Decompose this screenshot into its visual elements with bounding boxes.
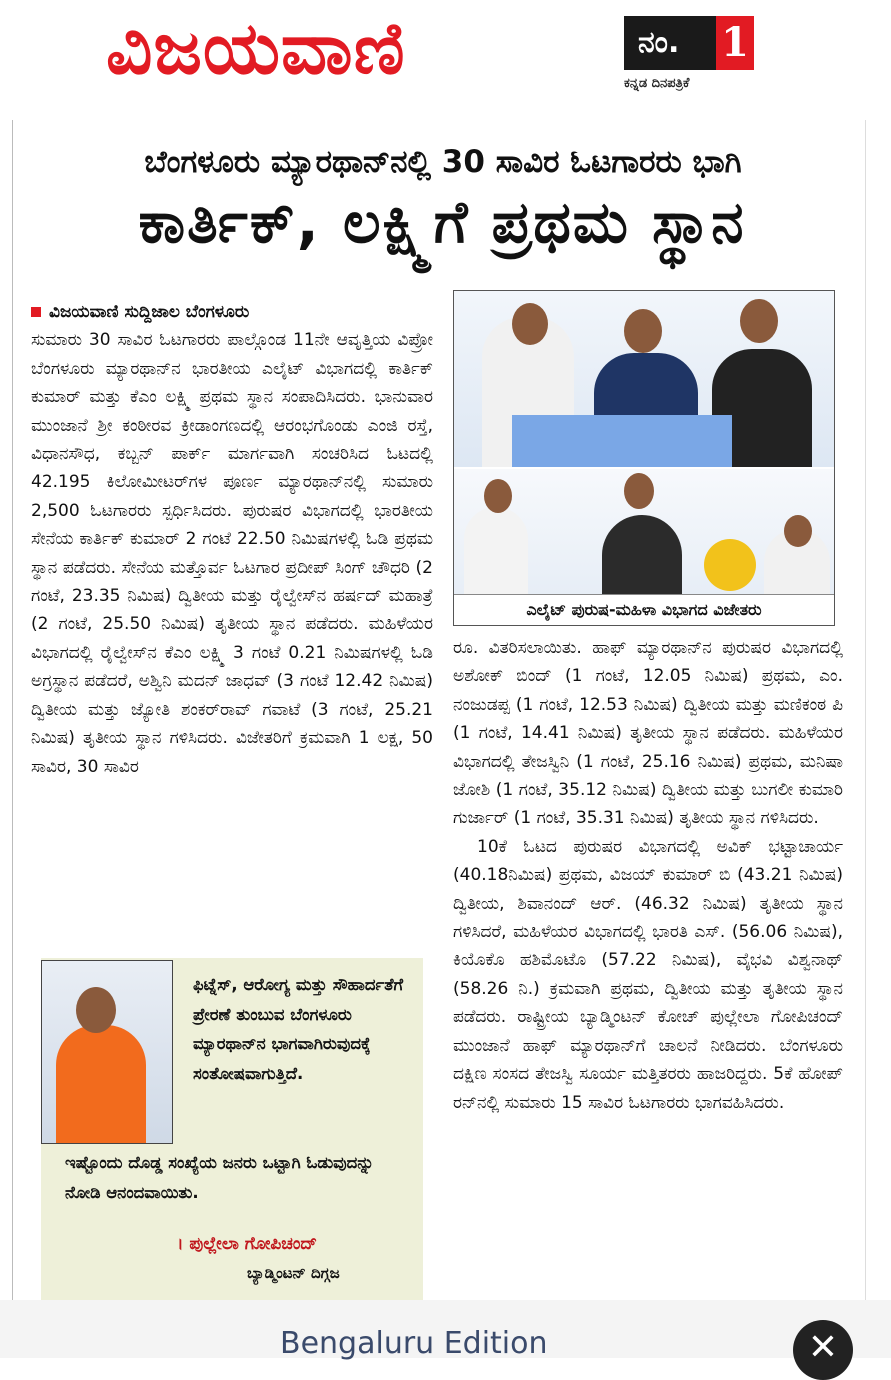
quote-text-continued: ಇಷ್ಟೊಂದು ದೊಡ್ಡ ಸಂಖ್ಯೆಯ ಜನರು ಒಟ್ಟಾಗಿ ಓಡುವುದನ್ನು ನೋಡಿ ಆನಂದವಾಯಿತು.: [65, 1153, 374, 1202]
men-winners-photo: [454, 291, 834, 467]
article-body-right-10k: 10ಕೆ ಓಟದ ಪುರುಷರ ವಿಭಾಗದಲ್ಲಿ ಅವಿಕ್ ಭಟ್ಟಾಚಾರ್ಯ (40.18ನಿಮಿಷ) ಪ್ರಥಮ, ವಿಜಯ್ ಕುಮಾರ್ ಬಿ (43.21 ನಿಮಿಷ) ದ್ವಿತೀಯ, ಶಿವಾನಂದ್ ಆರ್. (46.32 ನಿಮಿಷ) ತೃತೀಯ ಸ್ಥಾನ ಗಳಿಸಿದರೆ, ಮಹಿಳೆಯರ ವಿಭಾಗದಲ್ಲಿ ಭಾರತಿ ಎಸ್. (56.06 ನಿಮಿಷ), ಕಿಯೊಕೊ ಹಶಿಮೊಟೊ (57.22 ನಿಮಿಷ), ವೈಭವಿ ವಿಶ್ವನಾಥ್ (58.26 ನಿ.) ಕ್ರಮವಾಗಿ ಪ್ರಥಮ, ದ್ವಿತೀಯ ಮತ್ತು ತೃತೀಯ ಸ್ಥಾನ ಪಡೆದರು. ರಾಷ್ಟ್ರೀಯ ಬ್ಯಾಡ್ಮಿಂಟನ್ ಕೋಚ್ ಪುಲ್ಲೇಲಾ ಗೋಪಿಚಂದ್ ಮುಂಜಾನೆ ಹಾಫ್ ಮ್ಯಾರಥಾನ್‌ಗೆ ಚಾಲನೆ ನೀಡಿದರು. ಬೆಂಗಳೂರು ದಕ್ಷಿಣ ಸಂಸದ ತೇಜಸ್ವಿ ಸೂರ್ಯ ಮತ್ತಿತರರು ಹಾಜರಿದ್ದರು. 5ಕೆ ಹೋಪ್ ರನ್‌ನಲ್ಲಿ ಸುಮಾರು 15 ಸಾವಿರ ಓಟಗಾರರು ಭಾಗವಹಿಸಿದರು.: [453, 836, 843, 1113]
quote-author-role: ಬ್ಯಾಡ್ಮಿಂಟನ್ ದಿಗ್ಗಜ: [247, 1264, 340, 1282]
byline-text: ವಿಜಯವಾಣಿ ಸುದ್ದಿಜಾಲ ಬೆಂಗಳೂರು: [49, 302, 250, 322]
runner-head: [784, 515, 812, 547]
quote-author: । ಪುಲ್ಲೇಲಾ ಗೋಪಿಚಂದ್: [177, 1234, 317, 1254]
runner-head: [484, 479, 512, 513]
newspaper-page[interactable]: [12, 120, 866, 1302]
person-figure: [56, 1025, 146, 1143]
masthead: [0, 0, 891, 118]
article-kicker: ಬೆಂಗಳೂರು ಮ್ಯಾರಥಾನ್‌ನಲ್ಲಿ 30 ಸಾವಿರ ಓಟಗಾರರು ಭಾಗಿ: [144, 144, 742, 180]
article-headline: ಕಾರ್ತಿಕ್, ಲಕ್ಷ್ಮಿಗೆ ಪ್ರಥಮ ಸ್ಥಾನ: [138, 188, 746, 256]
badge-number: 1: [716, 16, 754, 70]
tagline: ಕನ್ನಡ ದಿನಪತ್ರಿಕೆ: [624, 76, 690, 91]
runner-head: [740, 299, 778, 343]
runner-head: [624, 309, 662, 353]
number-one-badge: [624, 16, 754, 70]
edition-label: Bengaluru Edition: [280, 1326, 548, 1361]
winner-banner: [512, 415, 732, 467]
runner-head: [624, 473, 654, 509]
sponsor-logo-icon: [704, 539, 756, 591]
winners-photo: [453, 290, 835, 626]
newspaper-logo: ವಿಜಯವಾಣಿ: [106, 6, 406, 90]
byline: [31, 298, 433, 326]
quote-box: [41, 958, 423, 1302]
gopichand-photo: [41, 960, 173, 1144]
article-right-column: [453, 634, 843, 1117]
quote-text: ಫಿಟ್ನೆಸ್, ಆರೋಗ್ಯ ಮತ್ತು ಸೌಹಾರ್ದತೆಗೆ ಪ್ರೇರಣೆ ತುಂಬುವ ಬೆಂಗಳೂರು ಮ್ಯಾರಥಾನ್‌ನ ಭಾಗವಾಗಿರುವುದಕ್ಕೆ ಸಂತೋಷವಾಗುತ್ತಿದೆ.: [193, 975, 404, 1083]
photo-caption: ಎಲೈಟ್ ಪುರುಷ-ಮಹಿಳಾ ವಿಭಾಗದ ವಿಜೇತರು: [454, 594, 834, 625]
article-left-column: [31, 298, 433, 781]
edition-bar: [0, 1300, 891, 1368]
article-body-left: ಸುಮಾರು 30 ಸಾವಿರ ಓಟಗಾರರು ಪಾಲ್ಗೊಂಡ 11ನೇ ಆವೃತ್ತಿಯ ವಿಪ್ರೋ ಬೆಂಗಳೂರು ಮ್ಯಾರಥಾನ್‌ನ ಭಾರತೀಯ ಎಲೈಟ್ ವಿಭಾಗದಲ್ಲಿ ಕಾರ್ತಿಕ್ ಕುಮಾರ್ ಮತ್ತು ಕೆಎಂ ಲಕ್ಷ್ಮಿ ಪ್ರಥಮ ಸ್ಥಾನ ಸಂಪಾದಿಸಿದರು. ಭಾನುವಾರ ಮುಂಜಾನೆ ಶ್ರೀ ಕಂಠೀರವ ಕ್ರೀಡಾಂಗಣದಲ್ಲಿ ಆರಂಭಗೊಂಡು ಎಂಜಿ ರಸ್ತೆ, ವಿಧಾನಸೌಧ, ಕಬ್ಬನ್ ಪಾರ್ಕ್ ಮಾರ್ಗವಾಗಿ ಸಂಚರಿಸಿದ ಓಟದಲ್ಲಿ 42.195 ಕಿಲೋಮೀಟರ್‌ಗಳ ಪೂರ್ಣ ಮ್ಯಾರಥಾನ್‌ನಲ್ಲಿ ಸುಮಾರು 2,500 ಓಟಗಾರರು ಸ್ಪರ್ಧಿಸಿದರು. ಪುರುಷರ ವಿಭಾಗದಲ್ಲಿ ಭಾರತೀಯ ಸೇನೆಯ ಕಾರ್ತಿಕ್ ಕುಮಾರ್ 2 ಗಂಟೆ 22.50 ನಿಮಿಷಗಳಲ್ಲಿ ಓಡಿ ಪ್ರಥಮ ಸ್ಥಾನ ಪಡೆದರು. ಸೇನೆಯ ಮತ್ತೊರ್ವ ಓಟಗಾರ ಪ್ರದೀಪ್ ಸಿಂಗ್ ಚೌಧರಿ (2 ಗಂಟೆ, 23.35 ನಿಮಿಷ) ದ್ವಿತೀಯ ಮತ್ತು ರೈಲ್ವೇಸ್‌ನ ಹರ್ಷದ್ ಮಹಾತ್ರೆ (2 ಗಂಟೆ, 25.50 ನಿಮಿಷ) ತೃತೀಯ ಸ್ಥಾನ ಪಡೆದರು. ಮಹಿಳೆಯರ ವಿಭಾಗದಲ್ಲಿ ರೈಲ್ವೇಸ್‌ನ ಕೆಎಂ ಲಕ್ಷ್ಮಿ 3 ಗಂಟೆ 0.21 ನಿಮಿಷಗಳಲ್ಲಿ ಓಡಿ ಅಗ್ರಸ್ಥಾನ ಪಡೆದರೆ, ಅಶ್ವಿನಿ ಮದನ್ ಜಾಧವ್ (3 ಗಂಟೆ 12.42 ನಿಮಿಷ) ದ್ವಿತೀಯ ಮತ್ತು ಜ್ಯೋತಿ ಶಂಕರ್‌ರಾವ್ ಗವಾಟೆ (3 ಗಂಟೆ, 25.21 ನಿಮಿಷ) ತೃತೀಯ ಸ್ಥಾನ ಗಳಿಸಿದರು. ವಿಜೇತರಿಗೆ ಕ್ರಮವಾಗಿ 1 ಲಕ್ಷ, 50 ಸಾವಿರ, 30 ಸಾವಿರ: [31, 330, 433, 777]
square-bullet-icon: [31, 307, 41, 317]
close-icon: ✕: [807, 1327, 839, 1368]
person-head: [76, 987, 116, 1033]
runner-head: [512, 303, 548, 345]
badge-text: ನಂ.: [638, 25, 680, 60]
close-button[interactable]: [793, 1320, 853, 1380]
article-body-right: ರೂ. ವಿತರಿಸಲಾಯಿತು. ಹಾಫ್ ಮ್ಯಾರಥಾನ್‌ನ ಪುರುಷರ ವಿಭಾಗದಲ್ಲಿ ಅಶೋಕ್ ಬಿಂದ್ (1 ಗಂಟೆ, 12.05 ನಿಮಿಷ) ಪ್ರಥಮ, ಎಂ. ನಂಜುಡಪ್ಪ (1 ಗಂಟೆ, 12.53 ನಿಮಿಷ) ದ್ವಿತೀಯ ಮತ್ತು ಮಣಿಕಂಠ ಪಿ (1 ಗಂಟೆ, 14.41 ನಿಮಿಷ) ತೃತೀಯ ಸ್ಥಾನ ಪಡೆದರು. ಮಹಿಳೆಯರ ವಿಭಾಗದಲ್ಲಿ ತೇಜಸ್ವಿನಿ (1 ಗಂಟೆ, 25.16 ನಿಮಿಷ) ಪ್ರಥಮ, ಮನಿಷಾ ಜೋಶಿ (1 ಗಂಟೆ, 35.12 ನಿಮಿಷ) ದ್ವಿತೀಯ ಮತ್ತು ಬುಗಲೀ ಕುಮಾರಿ ಗುರ್ಜಾರ್ (1 ಗಂಟೆ, 35.31 ನಿಮಿಷ) ತೃತೀಯ ಸ್ಥಾನ ಗಳಿಸಿದರು.: [453, 638, 843, 829]
